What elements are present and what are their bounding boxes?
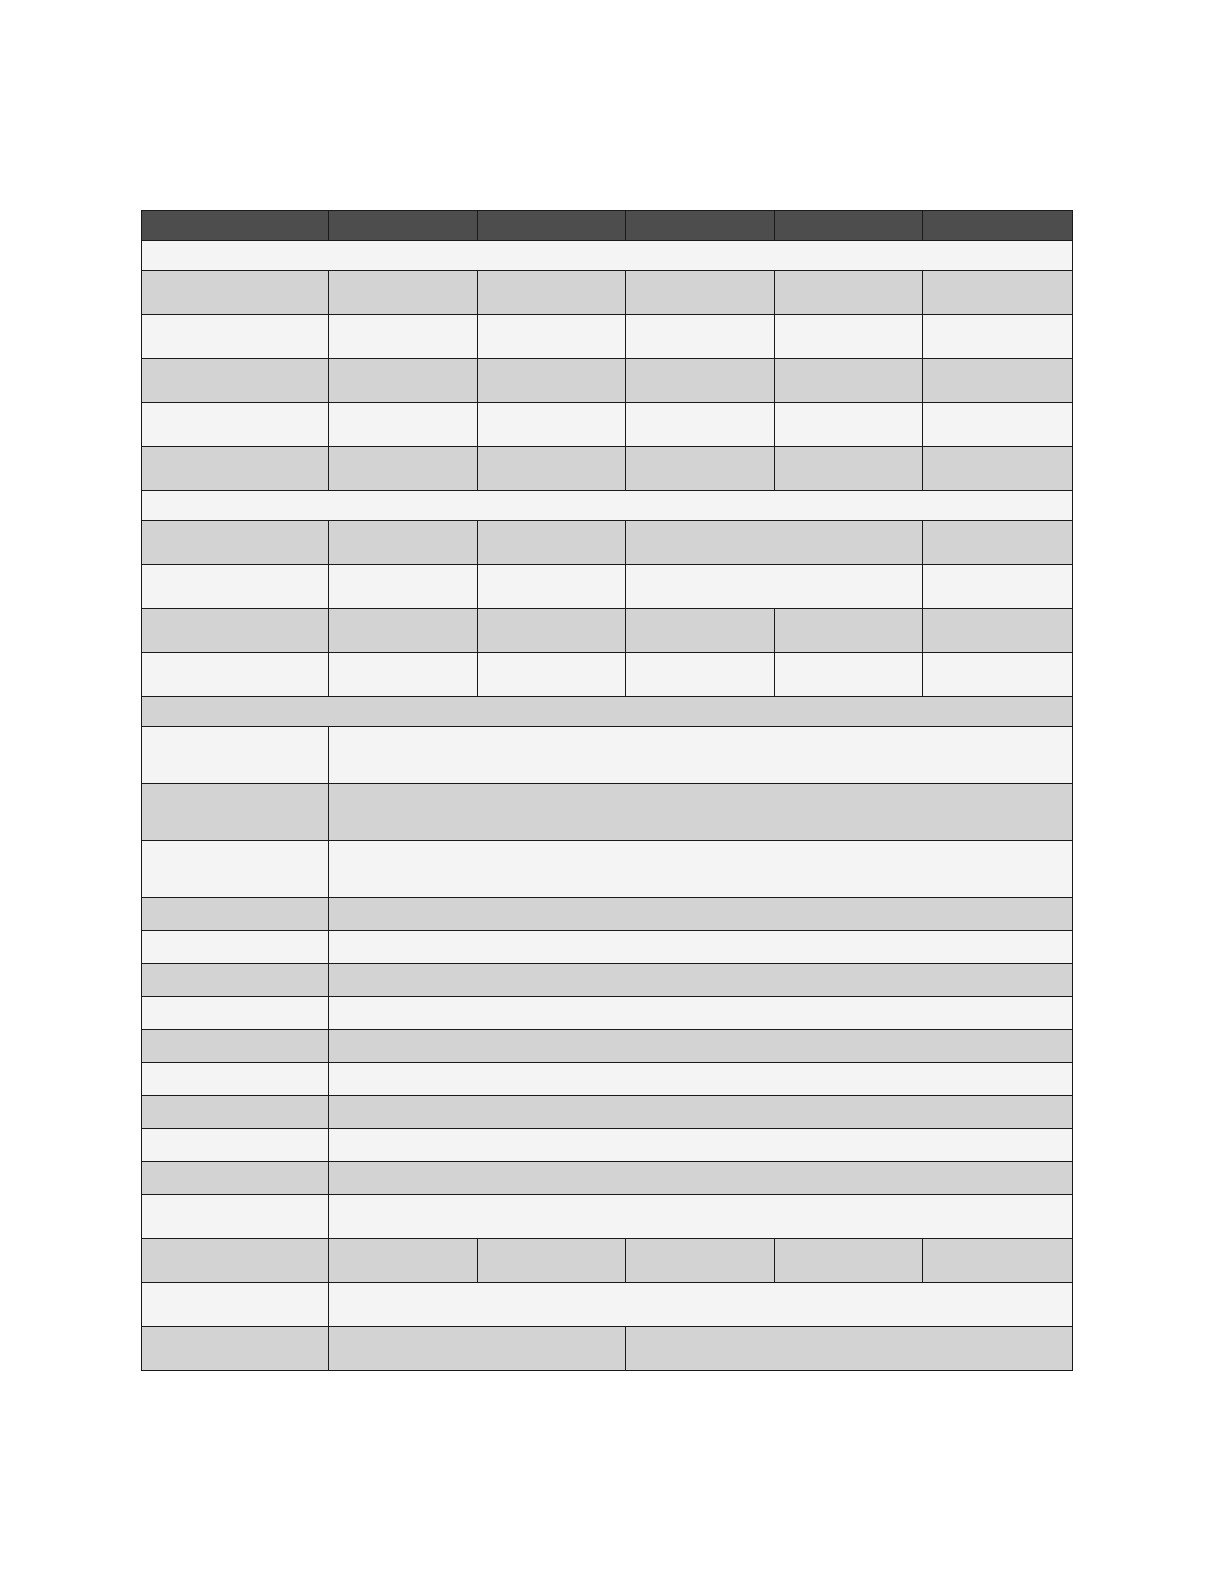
table-row: [142, 1129, 1073, 1162]
table-row: [142, 609, 1073, 653]
header-cell: [923, 211, 1073, 241]
section-label: [142, 697, 1073, 727]
table-row: [142, 447, 1073, 491]
table-cell: [626, 653, 775, 697]
table-cell: [142, 1195, 329, 1239]
table-cell: [142, 931, 329, 964]
table-cell: [478, 609, 626, 653]
table-cell: [329, 359, 478, 403]
data-table: [141, 210, 1073, 1371]
table-cell: [329, 1030, 1073, 1063]
table-cell: [775, 1239, 923, 1283]
table-cell: [923, 609, 1073, 653]
table-cell: [329, 609, 478, 653]
table-cell: [626, 609, 775, 653]
table-cell: [329, 1063, 1073, 1096]
table-cell: [329, 784, 1073, 841]
header-cell: [775, 211, 923, 241]
table-cell: [142, 964, 329, 997]
table-cell: [329, 1327, 626, 1371]
table-cell: [923, 315, 1073, 359]
table-cell: [142, 1327, 329, 1371]
section-header-row: [142, 241, 1073, 271]
table-cell: [142, 841, 329, 898]
table-cell: [142, 1162, 329, 1195]
section-label: [142, 491, 1073, 521]
table-cell: [478, 1239, 626, 1283]
table-cell: [329, 271, 478, 315]
table-cell: [142, 565, 329, 609]
table-row: [142, 565, 1073, 609]
table-row: [142, 359, 1073, 403]
table-cell: [142, 653, 329, 697]
table-cell: [142, 1030, 329, 1063]
table-row: [142, 1283, 1073, 1327]
table-cell: [142, 898, 329, 931]
table-cell: [142, 447, 329, 491]
table-row: [142, 1063, 1073, 1096]
table-cell: [775, 403, 923, 447]
table-cell: [142, 997, 329, 1030]
table-cell: [142, 271, 329, 315]
table-cell: [142, 1239, 329, 1283]
table-cell: [142, 1129, 329, 1162]
section-label: [142, 241, 1073, 271]
table-row: [142, 898, 1073, 931]
table-row: [142, 1030, 1073, 1063]
table-cell: [478, 447, 626, 491]
header-cell: [478, 211, 626, 241]
table-cell: [329, 841, 1073, 898]
table-row: [142, 964, 1073, 997]
table-cell: [775, 653, 923, 697]
table-cell: [478, 315, 626, 359]
table-cell: [329, 521, 478, 565]
table-cell: [923, 271, 1073, 315]
table-cell: [626, 447, 775, 491]
table-cell: [329, 1096, 1073, 1129]
table-row: [142, 315, 1073, 359]
table-cell: [478, 403, 626, 447]
table-row: [142, 653, 1073, 697]
table-row: [142, 1327, 1073, 1371]
table-cell: [329, 653, 478, 697]
table-cell: [329, 931, 1073, 964]
table-cell: [478, 521, 626, 565]
table-cell: [329, 315, 478, 359]
table-cell: [775, 609, 923, 653]
table-cell: [775, 271, 923, 315]
table-row: [142, 1239, 1073, 1283]
table-cell: [329, 403, 478, 447]
table-cell: [329, 1283, 1073, 1327]
table-cell: [142, 1096, 329, 1129]
table-row: [142, 1096, 1073, 1129]
table-cell: [626, 1239, 775, 1283]
table-cell: [142, 403, 329, 447]
table-row: [142, 271, 1073, 315]
table-cell: [923, 1239, 1073, 1283]
table-row: [142, 521, 1073, 565]
section-header-row: [142, 491, 1073, 521]
table-cell: [142, 521, 329, 565]
table-cell: [329, 1195, 1073, 1239]
table-cell: [478, 271, 626, 315]
table-cell: [923, 359, 1073, 403]
table-cell: [923, 447, 1073, 491]
table-cell: [142, 359, 329, 403]
table-cell: [142, 727, 329, 784]
table-cell: [142, 784, 329, 841]
table-cell: [329, 898, 1073, 931]
header-cell: [626, 211, 775, 241]
table-cell: [923, 565, 1073, 609]
table-header-row: [142, 211, 1073, 241]
table-cell: [478, 565, 626, 609]
table-cell: [923, 521, 1073, 565]
table-cell: [626, 315, 775, 359]
table-cell: [626, 521, 923, 565]
table-cell: [923, 653, 1073, 697]
table-cell: [329, 1129, 1073, 1162]
table-cell: [329, 1162, 1073, 1195]
table-cell: [329, 727, 1073, 784]
table-cell: [478, 359, 626, 403]
table-cell: [329, 964, 1073, 997]
table-cell: [626, 1327, 1073, 1371]
table-cell: [626, 359, 775, 403]
section-header-row: [142, 697, 1073, 727]
header-cell: [329, 211, 478, 241]
table-cell: [775, 359, 923, 403]
table-cell: [775, 447, 923, 491]
header-cell: [142, 211, 329, 241]
table-cell: [923, 403, 1073, 447]
table-row: [142, 997, 1073, 1030]
table-row: [142, 784, 1073, 841]
table-cell: [329, 1239, 478, 1283]
table-cell: [142, 315, 329, 359]
table-row: [142, 931, 1073, 964]
table-row: [142, 841, 1073, 898]
table-cell: [329, 565, 478, 609]
table-row: [142, 1162, 1073, 1195]
table-cell: [142, 1063, 329, 1096]
table-cell: [626, 271, 775, 315]
table-cell: [626, 565, 923, 609]
table-cell: [142, 1283, 329, 1327]
table-row: [142, 403, 1073, 447]
table-cell: [329, 997, 1073, 1030]
table-cell: [478, 653, 626, 697]
table-cell: [775, 315, 923, 359]
table-cell: [626, 403, 775, 447]
table-cell: [329, 447, 478, 491]
table-cell: [142, 609, 329, 653]
table-row: [142, 1195, 1073, 1239]
table-row: [142, 727, 1073, 784]
